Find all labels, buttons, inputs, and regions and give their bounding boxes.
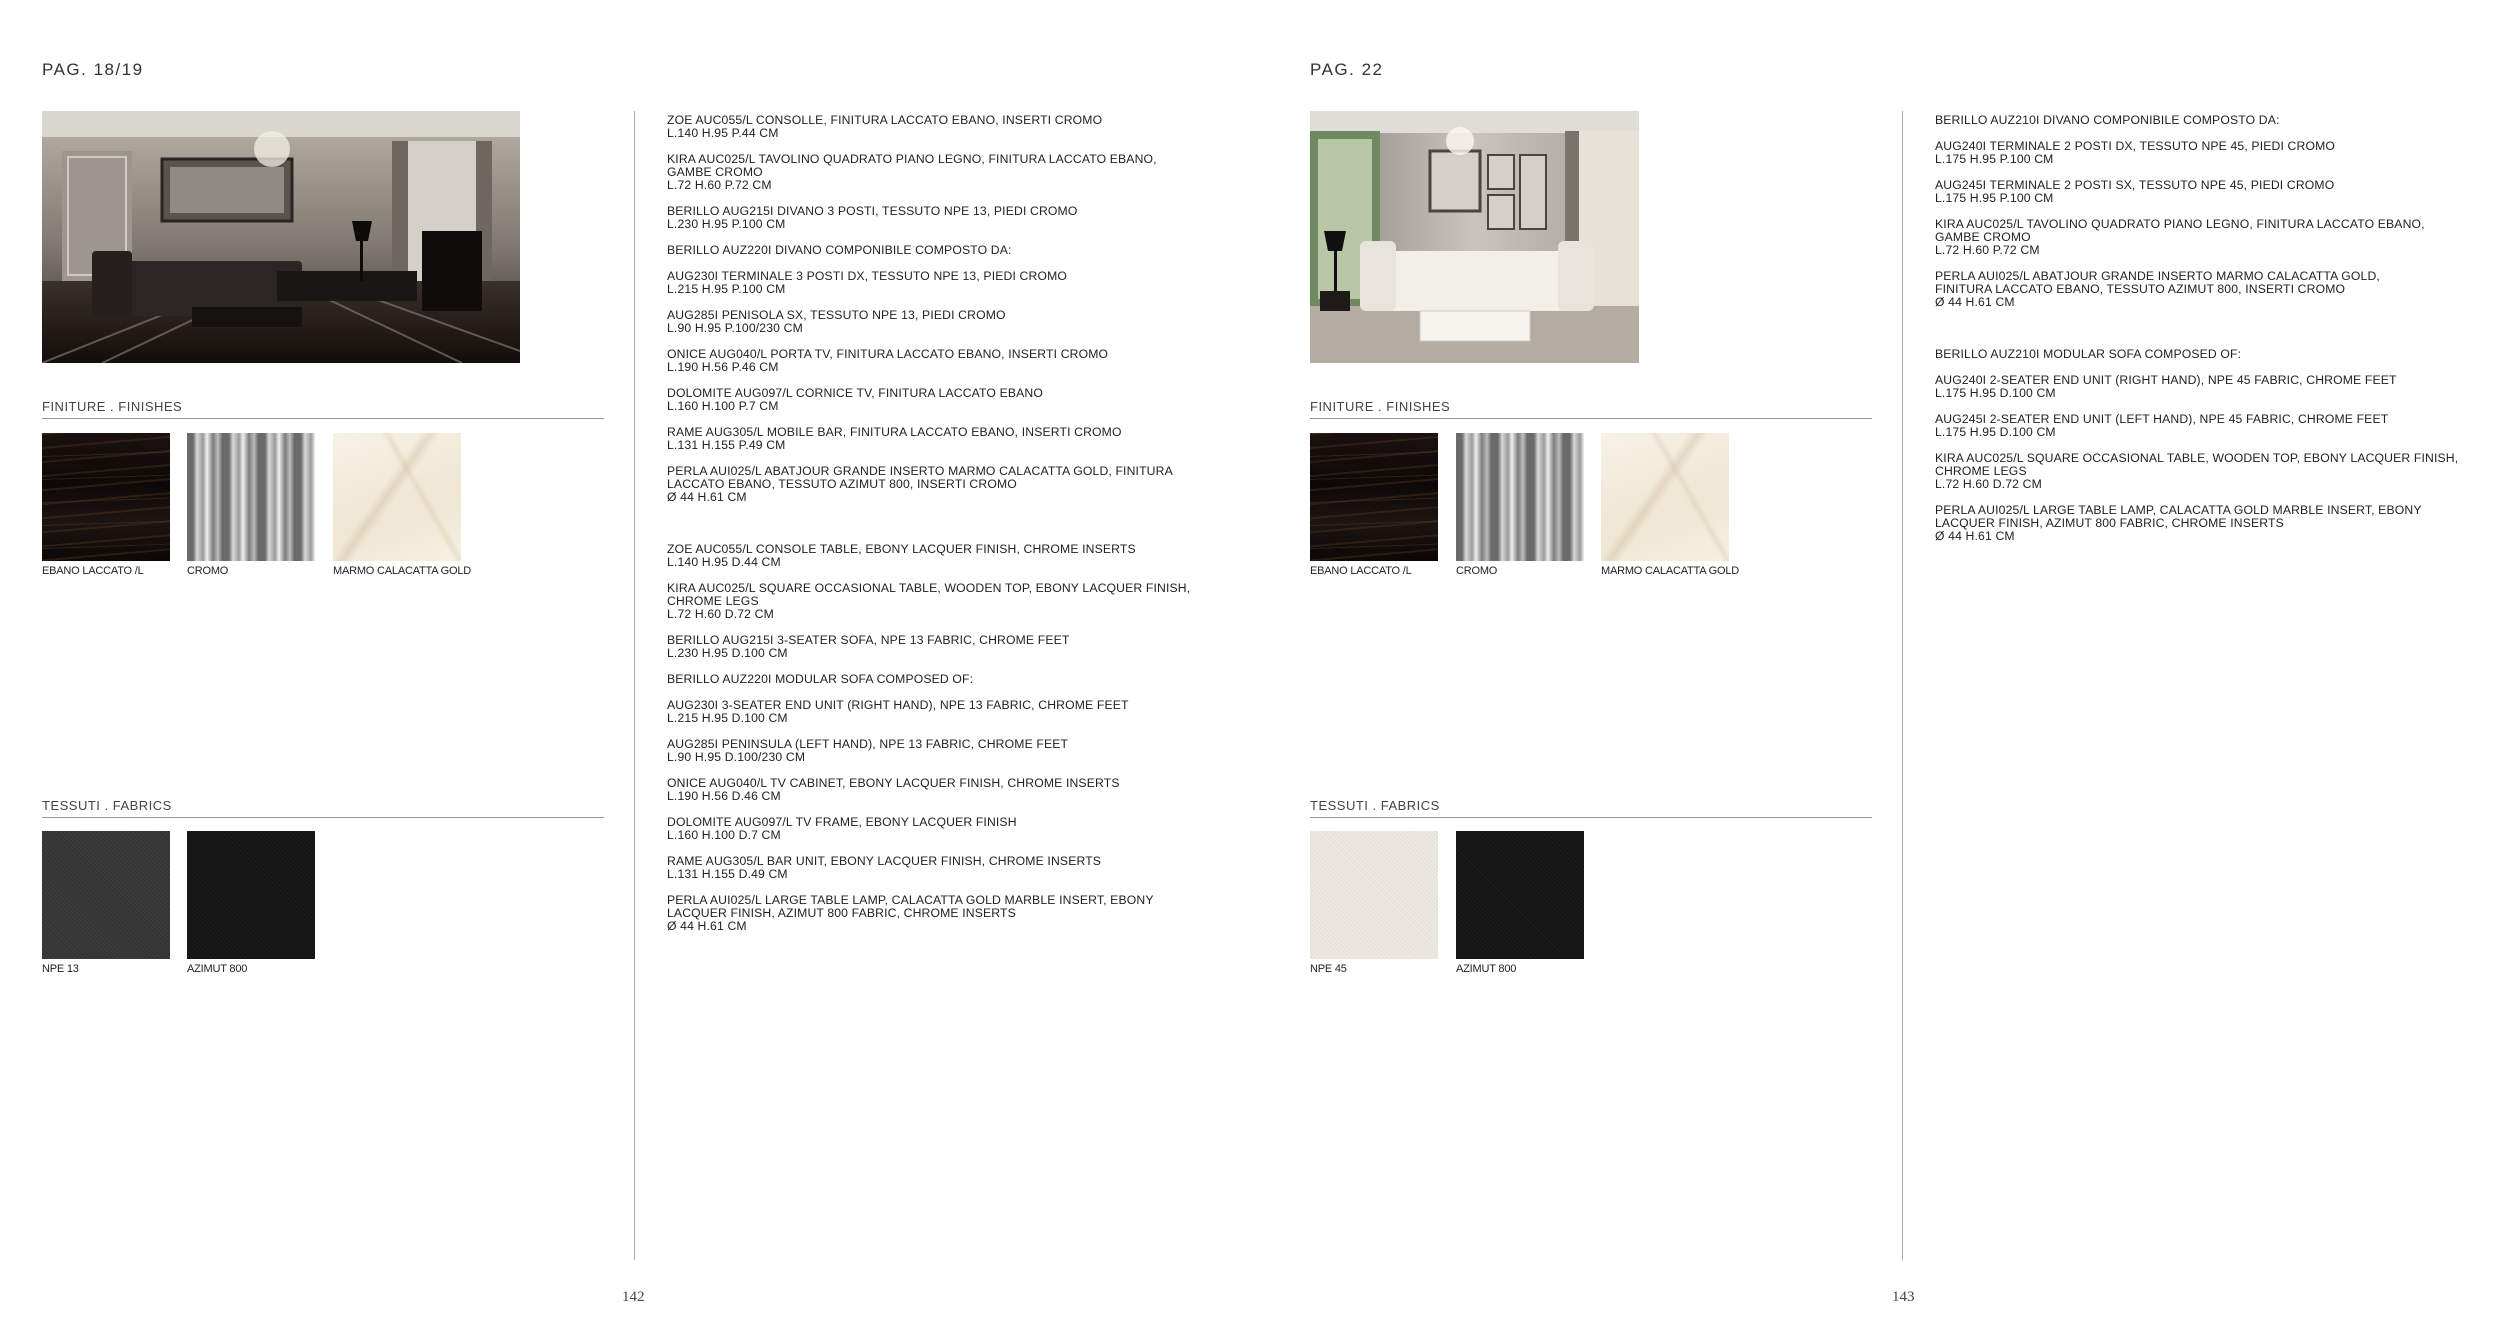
product-description: AUG240I 2-SEATER END UNIT (RIGHT HAND), NPE 45 FABRIC, CHROME FEET — [1935, 373, 2397, 387]
ebano-texture — [1310, 433, 1438, 561]
product-description: FINITURA LACCATO EBANO, TESSUTO AZIMUT 800, INSERTI CROMO — [1935, 282, 2346, 296]
page-number-left: 142 — [622, 1289, 645, 1305]
product-entry — [667, 426, 1227, 452]
product-description: PERLA AUI025/L LARGE TABLE LAMP, CALACATTA GOLD MARBLE INSERT, EBONY — [1935, 503, 2422, 517]
finish-swatch-cromo — [1456, 433, 1584, 577]
product-description: DOLOMITE AUG097/L CORNICE TV, FINITURA LACCATO EBANO — [667, 386, 1043, 400]
product-description: AUG245I TERMINALE 2 POSTI SX, TESSUTO NPE 45, PIEDI CROMO — [1935, 178, 2335, 192]
product-dimensions: L.72 H.60 D.72 CM — [1935, 477, 2042, 491]
finish-caption: CROMO — [1456, 565, 1498, 577]
product-dimensions: L.215 H.95 D.100 CM — [667, 711, 788, 725]
fabric-caption: NPE 45 — [1310, 963, 1347, 975]
fabric-swatch-azimut — [1456, 831, 1584, 975]
product-dimensions: Ø 44 H.61 CM — [667, 919, 747, 933]
fabric-caption: AZIMUT 800 — [187, 963, 248, 975]
product-entry — [667, 244, 1227, 257]
product-dimensions: L.131 H.155 D.49 CM — [667, 867, 788, 881]
product-description: GAMBE CROMO — [667, 165, 763, 179]
product-description: AUG240I TERMINALE 2 POSTI DX, TESSUTO NPE 45, PIEDI CROMO — [1935, 139, 2336, 153]
product-description: AUG230I TERMINALE 3 POSTI DX, TESSUTO NPE 13, PIEDI CROMO — [667, 269, 1068, 283]
product-entry — [667, 153, 1227, 192]
product-dimensions: L.190 H.56 P.46 CM — [667, 360, 779, 374]
product-list-right — [1935, 114, 2475, 556]
page-number-right: 143 — [1892, 1289, 1915, 1305]
product-list-english — [667, 543, 1227, 933]
product-entry — [1935, 504, 2475, 543]
product-dimensions: L.72 H.60 P.72 CM — [667, 178, 772, 192]
product-description: DOLOMITE AUG097/L TV FRAME, EBONY LACQUER FINISH — [667, 815, 1017, 829]
product-dimensions: L.72 H.60 P.72 CM — [1935, 243, 2040, 257]
product-entry — [667, 582, 1227, 621]
product-description: RAME AUG305/L BAR UNIT, EBONY LACQUER FINISH, CHROME INSERTS — [667, 854, 1102, 868]
product-description: LACQUER FINISH, AZIMUT 800 FABRIC, CHROME INSERTS — [1935, 516, 2284, 530]
product-dimensions: L.190 H.56 D.46 CM — [667, 789, 781, 803]
product-description: ZOE AUC055/L CONSOLE TABLE, EBONY LACQUER FINISH, CHROME INSERTS — [667, 542, 1136, 556]
column-divider-right — [1902, 111, 1903, 1260]
product-list-english — [1935, 348, 2475, 543]
column-divider-left — [634, 111, 635, 1260]
product-dimensions: L.230 H.95 P.100 CM — [667, 217, 786, 231]
product-entry — [1935, 270, 2475, 309]
finish-caption: CROMO — [187, 565, 229, 577]
product-entry — [667, 114, 1227, 140]
finish-caption: MARMO CALACATTA GOLD — [333, 565, 472, 577]
product-description: GAMBE CROMO — [1935, 230, 2031, 244]
fabrics-title-left: TESSUTI . FABRICS — [42, 798, 604, 818]
ebano-texture — [42, 433, 170, 561]
product-description: KIRA AUC025/L SQUARE OCCASIONAL TABLE, WOODEN TOP, EBONY LACQUER FINISH, — [667, 581, 1191, 595]
product-entry — [667, 348, 1227, 374]
marmo-texture — [333, 433, 461, 561]
fabric-caption: NPE 13 — [42, 963, 79, 975]
product-description: BERILLO AUZ210I MODULAR SOFA COMPOSED OF: — [1935, 347, 2242, 361]
product-list-italian — [1935, 114, 2475, 309]
product-dimensions: Ø 44 H.61 CM — [667, 490, 747, 504]
fabric-swatch-azimut — [187, 831, 315, 975]
fabrics-title-right: TESSUTI . FABRICS — [1310, 798, 1872, 818]
cromo-texture — [1456, 433, 1584, 561]
product-entry — [667, 855, 1227, 881]
product-dimensions: L.140 H.95 D.44 CM — [667, 555, 781, 569]
product-entry — [667, 816, 1227, 842]
fabric-swatch-npe45 — [1310, 831, 1438, 975]
product-description: PERLA AUI025/L ABATJOUR GRANDE INSERTO MARMO CALACATTA GOLD, — [1935, 269, 2380, 283]
product-description: KIRA AUC025/L TAVOLINO QUADRATO PIANO LEGNO, FINITURA LACCATO EBANO, — [667, 152, 1157, 166]
product-dimensions: L.160 H.100 P.7 CM — [667, 399, 779, 413]
product-description: ONICE AUG040/L TV CABINET, EBONY LACQUER FINISH, CHROME INSERTS — [667, 776, 1120, 790]
product-description: KIRA AUC025/L TAVOLINO QUADRATO PIANO LEGNO, FINITURA LACCATO EBANO, — [1935, 217, 2425, 231]
product-entry — [667, 777, 1227, 803]
product-dimensions: Ø 44 H.61 CM — [1935, 295, 2015, 309]
product-entry — [667, 205, 1227, 231]
product-entry — [667, 634, 1227, 660]
product-dimensions: L.175 H.95 P.100 CM — [1935, 152, 2054, 166]
product-description: BERILLO AUZ210I DIVANO COMPONIBILE COMPOSTO DA: — [1935, 113, 2280, 127]
finish-swatch-ebano — [1310, 433, 1438, 577]
product-dimensions: L.175 H.95 P.100 CM — [1935, 191, 2054, 205]
finish-swatch-marmo — [1601, 433, 1740, 577]
npe45-texture — [1310, 831, 1438, 959]
finish-caption: EBANO LACCATO /L — [42, 565, 144, 577]
product-entry — [667, 894, 1227, 933]
product-description: AUG285I PENINSULA (LEFT HAND), NPE 13 FABRIC, CHROME FEET — [667, 737, 1069, 751]
product-entry — [667, 270, 1227, 296]
product-description: AUG230I 3-SEATER END UNIT (RIGHT HAND), NPE 13 FABRIC, CHROME FEET — [667, 698, 1129, 712]
product-dimensions: L.140 H.95 P.44 CM — [667, 126, 779, 140]
npe13-texture — [42, 831, 170, 959]
room-photo-living-dark — [42, 111, 520, 363]
product-dimensions: L.215 H.95 P.100 CM — [667, 282, 786, 296]
finish-caption: EBANO LACCATO /L — [1310, 565, 1412, 577]
finish-swatch-cromo — [187, 433, 315, 577]
product-entry — [667, 699, 1227, 725]
cromo-texture — [187, 433, 315, 561]
fabric-caption: AZIMUT 800 — [1456, 963, 1517, 975]
product-description: LACQUER FINISH, AZIMUT 800 FABRIC, CHROME INSERTS — [667, 906, 1016, 920]
page-label-right: PAG. 22 — [1310, 60, 1384, 79]
product-dimensions: Ø 44 H.61 CM — [1935, 529, 2015, 543]
product-dimensions: L.160 H.100 D.7 CM — [667, 828, 781, 842]
product-entry — [1935, 218, 2475, 257]
product-description: AUG245I 2-SEATER END UNIT (LEFT HAND), NPE 45 FABRIC, CHROME FEET — [1935, 412, 2389, 426]
product-dimensions: L.175 H.95 D.100 CM — [1935, 386, 2056, 400]
product-entry — [1935, 348, 2475, 361]
finish-swatch-ebano — [42, 433, 170, 577]
product-entry — [1935, 179, 2475, 205]
product-list-italian — [667, 114, 1227, 504]
product-entry — [1935, 374, 2475, 400]
product-dimensions: L.230 H.95 D.100 CM — [667, 646, 788, 660]
finish-caption: MARMO CALACATTA GOLD — [1601, 565, 1740, 577]
product-description: AUG285I PENISOLA SX, TESSUTO NPE 13, PIEDI CROMO — [667, 308, 1006, 322]
product-entry — [667, 309, 1227, 335]
finish-swatch-marmo — [333, 433, 472, 577]
product-entry — [667, 465, 1227, 504]
product-description: BERILLO AUG215I DIVANO 3 POSTI, TESSUTO NPE 13, PIEDI CROMO — [667, 204, 1078, 218]
product-entry — [1935, 140, 2475, 166]
product-entry — [1935, 413, 2475, 439]
room-photo-living-white-sofa — [1310, 111, 1639, 363]
product-entry — [667, 738, 1227, 764]
product-description: CHROME LEGS — [667, 594, 759, 608]
fabric-swatch-npe13 — [42, 831, 170, 975]
azimut-texture — [187, 831, 315, 959]
product-dimensions: L.90 H.95 D.100/230 CM — [667, 750, 806, 764]
product-entry — [667, 543, 1227, 569]
product-list-left — [667, 114, 1227, 946]
finishes-title-right: FINITURE . FINISHES — [1310, 399, 1872, 419]
product-description: CHROME LEGS — [1935, 464, 2027, 478]
product-dimensions: L.90 H.95 P.100/230 CM — [667, 321, 803, 335]
product-dimensions: L.131 H.155 P.49 CM — [667, 438, 786, 452]
product-dimensions: L.175 H.95 D.100 CM — [1935, 425, 2056, 439]
product-entry — [1935, 114, 2475, 127]
product-description: BERILLO AUZ220I DIVANO COMPONIBILE COMPOSTO DA: — [667, 243, 1012, 257]
product-entry — [667, 673, 1227, 686]
product-description: BERILLO AUG215I 3-SEATER SOFA, NPE 13 FABRIC, CHROME FEET — [667, 633, 1070, 647]
azimut-texture — [1456, 831, 1584, 959]
product-entry — [1935, 452, 2475, 491]
product-description: PERLA AUI025/L ABATJOUR GRANDE INSERTO MARMO CALACATTA GOLD, FINITURA — [667, 464, 1173, 478]
product-description: RAME AUG305/L MOBILE BAR, FINITURA LACCATO EBANO, INSERTI CROMO — [667, 425, 1122, 439]
marmo-texture — [1601, 433, 1729, 561]
product-description: ONICE AUG040/L PORTA TV, FINITURA LACCATO EBANO, INSERTI CROMO — [667, 347, 1109, 361]
page-label-left: PAG. 18/19 — [42, 60, 144, 79]
product-description: LACCATO EBANO, TESSUTO AZIMUT 800, INSERTI CROMO — [667, 477, 1017, 491]
product-entry — [667, 387, 1227, 413]
product-dimensions: L.72 H.60 D.72 CM — [667, 607, 774, 621]
product-description: PERLA AUI025/L LARGE TABLE LAMP, CALACATTA GOLD MARBLE INSERT, EBONY — [667, 893, 1154, 907]
product-description: ZOE AUC055/L CONSOLLE, FINITURA LACCATO EBANO, INSERTI CROMO — [667, 113, 1103, 127]
product-description: BERILLO AUZ220I MODULAR SOFA COMPOSED OF: — [667, 672, 974, 686]
product-description: KIRA AUC025/L SQUARE OCCASIONAL TABLE, WOODEN TOP, EBONY LACQUER FINISH, — [1935, 451, 2459, 465]
finishes-title-left: FINITURE . FINISHES — [42, 399, 604, 419]
